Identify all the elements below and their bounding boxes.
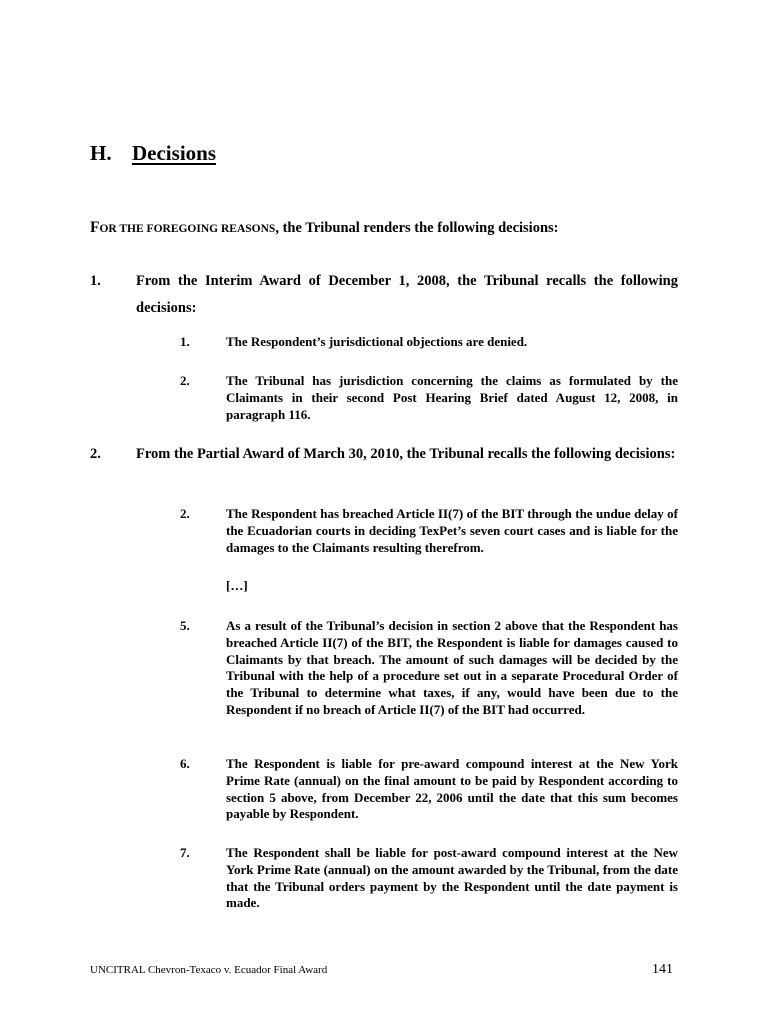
sub-item-2-2: [180, 506, 678, 556]
sub-item-2-6: [180, 756, 678, 823]
item-text: From the Partial Award of March 30, 2010, the Tribunal recalls the following decisions:: [136, 446, 676, 462]
section-number: H.: [90, 141, 112, 165]
decision-item-2: [90, 441, 678, 468]
omission-ellipsis: […]: [226, 578, 248, 593]
sub-item-1-1: [180, 334, 678, 351]
sub-item-text: The Respondent has breached Article II(7) of the BIT through the undue delay of the Ecuadorian courts in deciding TexPet’s seven court cases and is liable for the damages to the Claimants resulting therefrom.: [226, 506, 678, 555]
decision-item-1: [90, 268, 678, 322]
section-heading: [90, 141, 216, 166]
sub-item-number: 2.: [180, 373, 190, 388]
item-number: 2.: [90, 446, 101, 462]
intro-lead-rest: OR THE FOREGOING REASONS: [99, 223, 276, 235]
page-number: 141: [652, 962, 673, 977]
intro-paragraph: [90, 219, 559, 237]
intro-lead-first: F: [90, 219, 100, 236]
intro-text: , the Tribunal renders the following decisions:: [275, 220, 559, 236]
sub-item-2-5: [180, 618, 678, 719]
sub-item-text: The Respondent shall be liable for post-award compound interest at the New York Prime Rate (annual) on the amount awarded by the Tribunal, from the date that the Tribunal orders payment by the Respondent until the date payment is made.: [226, 845, 678, 911]
sub-item-text: The Respondent is liable for pre-award compound interest at the New York Prime Rate (annual) on the final amount to be paid by Respondent according to section 5 above, from December 22, 2006 until the date that this sum becomes payable by Respondent.: [226, 756, 678, 822]
sub-item-2-7: [180, 845, 678, 912]
section-title: Decisions: [132, 141, 216, 165]
sub-item-1-2: [180, 373, 678, 423]
sub-item-number: 1.: [180, 334, 190, 349]
item-number: 1.: [90, 273, 101, 289]
sub-item-number: 5.: [180, 618, 190, 633]
sub-item-number: 2.: [180, 506, 190, 521]
item-text: From the Interim Award of December 1, 2008, the Tribunal recalls the following decisions:: [136, 273, 678, 316]
sub-item-text: The Respondent’s jurisdictional objections are denied.: [226, 334, 528, 349]
footer-title: UNCITRAL Chevron-Texaco v. Ecuador Final Award: [90, 964, 328, 976]
sub-item-text: The Tribunal has jurisdiction concerning the claims as formulated by the Claimants in their second Post Hearing Brief dated August 12, 2008, in paragraph 116.: [226, 373, 678, 422]
intro-small-caps: [90, 219, 275, 236]
sub-item-text: As a result of the Tribunal’s decision in section 2 above that the Respondent has breached Article II(7) of the BIT, the Respondent is liable for damages caused to Claimants by that breach. The amount of such damages will be decided by the Tribunal with the help of a procedure set out in a separate Procedural Order of the Tribunal to determine what taxes, if any, would have been due to the Respondent if no breach of Article II(7) of the BIT had occurred.: [226, 618, 678, 717]
sub-item-number: 7.: [180, 845, 190, 860]
sub-item-number: 6.: [180, 756, 190, 771]
